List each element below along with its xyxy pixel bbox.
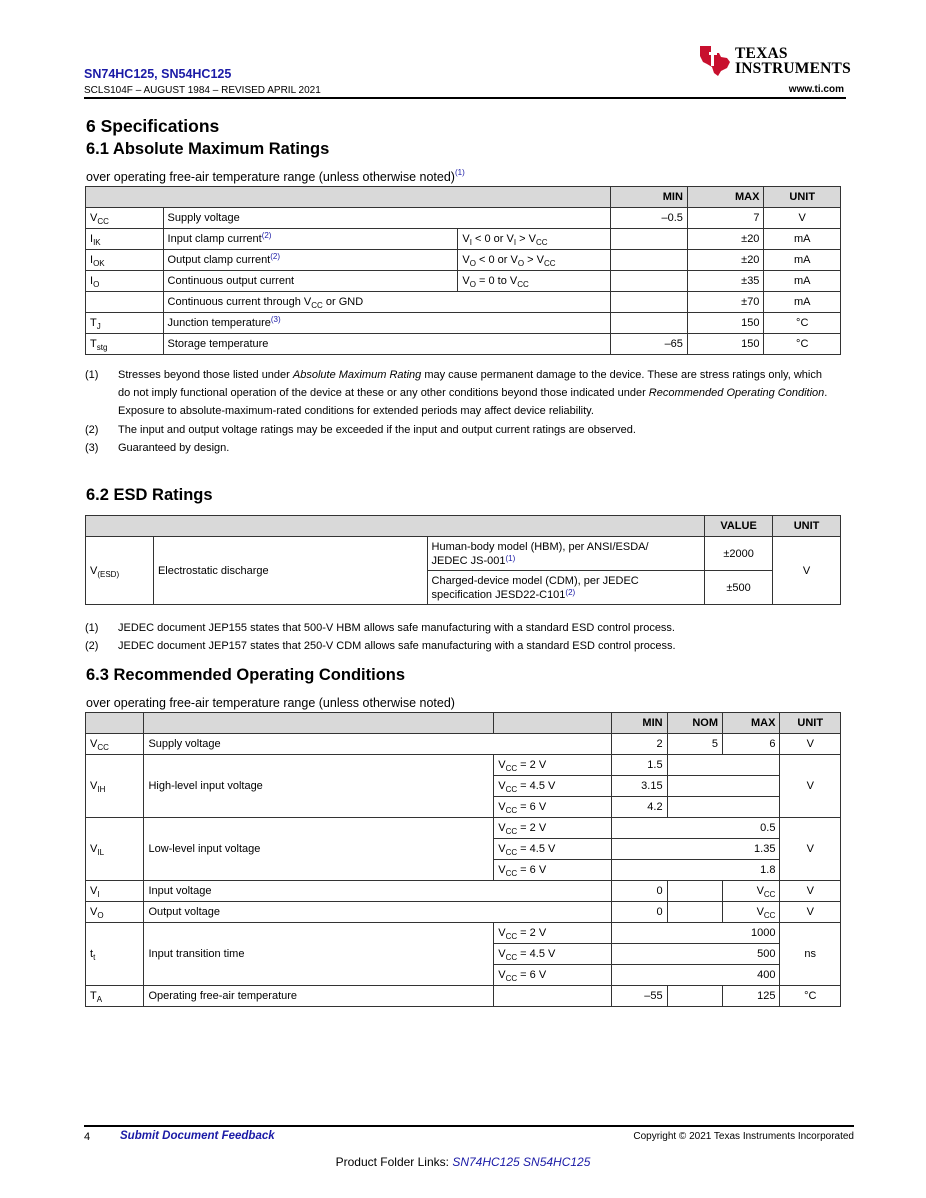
ti-logo[interactable] bbox=[697, 40, 851, 80]
roc-condition: over operating free-air temperature range (unless otherwise noted) bbox=[86, 696, 455, 710]
table-row: $V_{IL}$ Low-level input voltage $V_{CC} = 2$ V 0.5 V bbox=[86, 818, 841, 839]
table-row: $I_{IK}$ Input clamp current$^{(2)}$ $V_I < 0$ or $V_I > V_{CC}$ ±20 mA bbox=[86, 229, 841, 250]
submit-feedback-link[interactable]: Submit Document Feedback bbox=[120, 1130, 275, 1142]
table-row: $T_A$ Operating free-air temperature –55 125 °C bbox=[86, 986, 841, 1007]
table-row: $V_{IH}$ High-level input voltage $V_{CC} = 2$ V 1.5 V bbox=[86, 755, 841, 776]
col-unit: UNIT bbox=[773, 516, 841, 537]
table-row: $V_{CC} = 4.5$ V 1.35 bbox=[86, 839, 841, 860]
footer-divider bbox=[84, 1125, 854, 1127]
table-header-row bbox=[86, 713, 841, 734]
brand-line2: INSTRUMENTS bbox=[735, 60, 851, 77]
product-folder-link[interactable]: SN74HC125 SN54HC125 bbox=[452, 1155, 591, 1169]
table-row: $V_{CC}$ Supply voltage –0.5 7 V bbox=[86, 208, 841, 229]
table-header-row bbox=[86, 516, 841, 537]
table-row: $V_{CC} = 6$ V 400 bbox=[86, 965, 841, 986]
brand-line1: TEXAS bbox=[735, 45, 788, 62]
table-row: $V_O$ Output voltage 0 $V_{CC}$ V bbox=[86, 902, 841, 923]
table-row: Charged-device model (CDM), per JEDEC specification JESD22-C101$^{(2)}$ ±500 bbox=[86, 571, 841, 605]
footnote-ref[interactable]: (2) bbox=[565, 587, 576, 597]
col-max: MAX bbox=[723, 713, 780, 734]
abs-max-condition: over operating free-air temperature range (unless otherwise noted)$^{(1)}$ bbox=[86, 168, 465, 184]
footnote: (2) The input and output voltage ratings may be exceeded if the input and output current ratings are observed. bbox=[85, 423, 636, 436]
part-numbers[interactable]: SN74HC125, SN54HC125 bbox=[84, 67, 232, 81]
col-nom: NOM bbox=[667, 713, 722, 734]
table-row: $t_t$ Input transition time $V_{CC} = 2$ V 1000 ns bbox=[86, 923, 841, 944]
col-max: MAX bbox=[687, 187, 764, 208]
table-row: $I_O$ Continuous output current $V_O = 0$ to $V_{CC}$ ±35 mA bbox=[86, 271, 841, 292]
esd-table bbox=[85, 515, 841, 605]
esd-title: 6.2 ESD Ratings bbox=[86, 486, 213, 504]
table-row: $T_J$ Junction temperature$^{(3)}$ 150 °C bbox=[86, 313, 841, 334]
header-divider bbox=[84, 97, 846, 99]
abs-max-title: 6.1 Absolute Maximum Ratings bbox=[86, 140, 330, 158]
footnote-ref[interactable]: (1) bbox=[454, 168, 465, 177]
col-unit: UNIT bbox=[780, 713, 841, 734]
table-row: $V_{CC} = 6$ V 4.2 bbox=[86, 797, 841, 818]
esd-notes bbox=[85, 619, 830, 655]
table-row: Continuous current through $V_{CC}$ or GND ±70 mA bbox=[86, 292, 841, 313]
col-value: VALUE bbox=[705, 516, 773, 537]
footnote-ref[interactable]: (1) bbox=[505, 553, 516, 563]
table-row: $V_{CC} = 6$ V 1.8 bbox=[86, 860, 841, 881]
copyright: Copyright © 2021 Texas Instruments Incorporated bbox=[633, 1131, 854, 1142]
roc-title: 6.3 Recommended Operating Conditions bbox=[86, 666, 406, 684]
website-link[interactable]: www.ti.com bbox=[788, 84, 844, 95]
footnote-ref[interactable]: (3) bbox=[270, 315, 281, 324]
table-row: $V_I$ Input voltage 0 $V_{CC}$ V bbox=[86, 881, 841, 902]
footnote-ref[interactable]: (2) bbox=[270, 252, 281, 261]
product-folder-links: Product Folder Links: SN74HC125 SN54HC125 bbox=[335, 1155, 591, 1169]
col-unit: UNIT bbox=[764, 187, 841, 208]
abs-max-table bbox=[85, 186, 841, 355]
table-row: $V_{CC} = 4.5$ V 3.15 bbox=[86, 776, 841, 797]
table-row: $V_{CC} = 4.5$ V 500 bbox=[86, 944, 841, 965]
table-row: $T_{stg}$ Storage temperature –65 150 °C bbox=[86, 334, 841, 355]
footnote: (1) Stresses beyond those listed under Absolute Maximum Rating may cause permanent damage to the device. These are stress ratings only, which do not imply functional operation of the device at these or any other conditions beyond those indicated under Recommended Operating Condition. Exposure to absolute-maximum-rated conditions for extended periods may affect device reliability. bbox=[85, 369, 828, 418]
roc-table bbox=[85, 712, 841, 1007]
abs-max-notes bbox=[85, 366, 830, 457]
doc-info: SCLS104F – AUGUST 1984 – REVISED APRIL 2021 bbox=[84, 85, 321, 96]
page-number: 4 bbox=[84, 1131, 91, 1143]
footnote: (3) Guaranteed by design. bbox=[85, 441, 230, 454]
table-row: $V_{(ESD)}$ Electrostatic discharge Human-body model (HBM), per ANSI/ESDA/ JEDEC JS-001$^{(1)}$ ±2000 V bbox=[86, 537, 841, 571]
footnote: (2) JEDEC document JEP157 states that 250-V CDM allows safe manufacturing with a standard ESD control process. bbox=[85, 640, 676, 653]
table-row: $V_{CC}$ Supply voltage 2 5 6 V bbox=[86, 734, 841, 755]
col-min: MIN bbox=[611, 187, 688, 208]
col-min: MIN bbox=[612, 713, 667, 734]
texas-state-icon bbox=[697, 42, 733, 78]
footnote: (1) JEDEC document JEP155 states that 500-V HBM allows safe manufacturing with a standard ESD control process. bbox=[85, 622, 675, 634]
footnote-ref[interactable]: (2) bbox=[261, 231, 272, 240]
table-row: $I_{OK}$ Output clamp current$^{(2)}$ $V_O < 0$ or $V_O > V_{CC}$ ±20 mA bbox=[86, 250, 841, 271]
section-title: 6 Specifications bbox=[86, 116, 220, 136]
table-header-row bbox=[86, 187, 841, 208]
